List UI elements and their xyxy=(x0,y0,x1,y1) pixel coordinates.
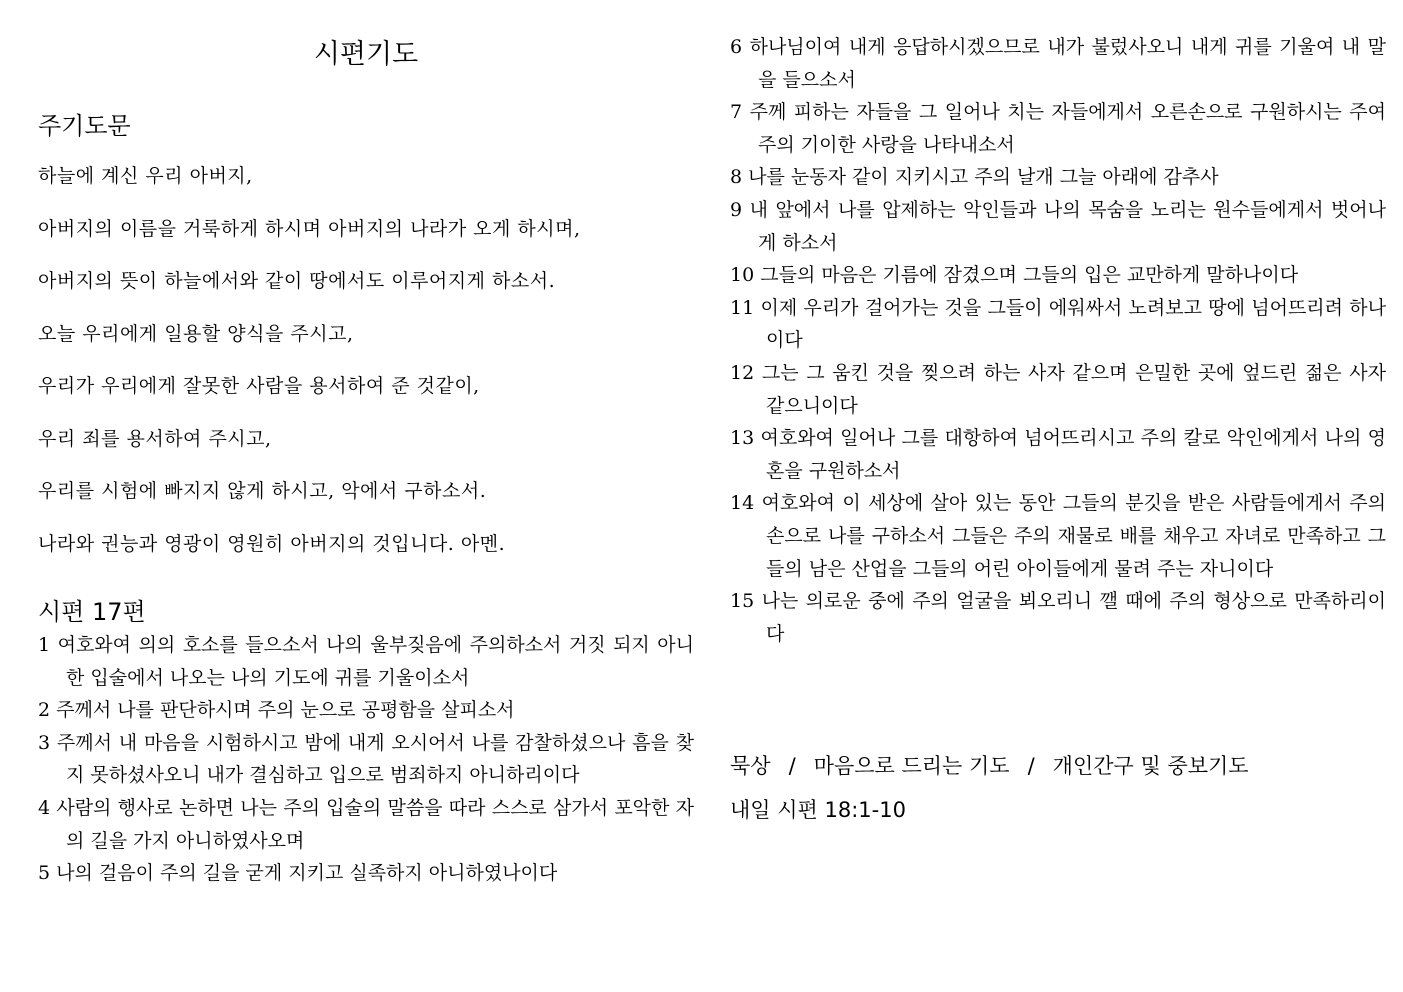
psalm-verse xyxy=(38,727,694,792)
verse-text: 여호와여 일어나 그를 대항하여 넘어뜨리시고 주의 칼로 악인에게서 나의 영혼을 구원하소서 xyxy=(760,427,1386,482)
verse-text: 하나님이여 내게 응답하시겠으므로 내가 불렀사오니 내게 귀를 기울여 내 말을 들으소서 xyxy=(749,36,1386,91)
verse-text: 여호와여 이 세상에 살아 있는 동안 그들의 분깃을 받은 사람들에게서 주의 손으로 나를 구하소서 그들은 주의 재물로 배를 채우고 자녀로 만족하고 그들의 남은 산업을 그들의 어린 아이들에게 물려 주는 자니이다 xyxy=(761,492,1386,580)
separator: / xyxy=(1027,754,1035,778)
page-title: 시편기도 xyxy=(313,39,419,70)
verse-number: 13 xyxy=(730,427,755,450)
psalm-verse xyxy=(730,194,1386,259)
prayer-line: 오늘 우리에게 일용할 양식을 주시고, xyxy=(38,322,354,345)
verse-text: 내 앞에서 나를 압제하는 악인들과 나의 목숨을 노리는 원수들에게서 벗어나게 하소서 xyxy=(749,198,1386,254)
verse-number: 2 xyxy=(38,699,51,722)
psalm-verse xyxy=(730,292,1386,357)
verse-text: 여호와여 의의 호소를 들으소서 나의 울부짖음에 주의하소서 거짓 되지 아니한 입술에서 나오는 나의 기도에 귀를 기울이소서 xyxy=(57,634,694,689)
psalm-verse xyxy=(730,96,1386,161)
verse-number: 9 xyxy=(730,198,743,221)
verse-text: 그는 그 움킨 것을 찢으려 하는 사자 같으며 은밀한 곳에 엎드린 젊은 사자 같으니이다 xyxy=(761,361,1386,417)
verse-text: 이제 우리가 걸어가는 것을 그들이 에워싸서 노려보고 땅에 넘어뜨리려 하나이다 xyxy=(760,296,1386,352)
psalm-verses-left xyxy=(38,629,694,890)
intercession-label: 개인간구 및 중보기도 xyxy=(1052,754,1249,778)
psalm-verse xyxy=(730,161,1386,194)
prayer-line: 우리 죄를 용서하여 주시고, xyxy=(38,427,272,450)
prayer-line: 아버지의 이름을 거룩하게 하시며 아버지의 나라가 오게 하시며, xyxy=(38,217,581,240)
lords-prayer-heading: 주기도문 xyxy=(38,112,131,140)
verse-number: 4 xyxy=(38,796,51,819)
psalm-verse xyxy=(38,694,694,727)
verse-number: 7 xyxy=(730,101,743,124)
psalm-verse xyxy=(38,857,694,890)
verse-text: 그들의 마음은 기름에 잠겼으며 그들의 입은 교만하게 말하나이다 xyxy=(760,264,1299,287)
prayer-line: 우리가 우리에게 잘못한 사람을 용서하여 준 것같이, xyxy=(38,375,480,397)
psalm-verse xyxy=(730,357,1386,422)
psalm-verse xyxy=(730,487,1386,585)
prayer-line: 나라와 권능과 영광이 영원히 아버지의 것입니다. 아멘. xyxy=(38,532,506,555)
verse-text: 주께서 내 마음을 시험하시고 밤에 내게 오시어서 나를 감찰하셨으나 흠을 찾지 못하셨사오니 내가 결심하고 입으로 범죄하지 아니하리이다 xyxy=(56,731,694,787)
verse-text: 나는 의로운 중에 주의 얼굴을 뵈오리니 깰 때에 주의 형상으로 만족하리이다 xyxy=(761,590,1386,645)
psalm-verse xyxy=(38,792,694,857)
verse-number: 10 xyxy=(730,264,755,287)
psalm-verse xyxy=(38,629,694,694)
verse-number: 15 xyxy=(730,590,755,613)
verse-number: 1 xyxy=(38,634,51,656)
prayer-line: 아버지의 뜻이 하늘에서와 같이 땅에서도 이루어지게 하소서. xyxy=(38,270,556,292)
prayer-line: 우리를 시험에 빠지지 않게 하시고, 악에서 구하소서. xyxy=(38,480,487,502)
psalm-verses-right xyxy=(730,31,1386,650)
psalm-verse xyxy=(730,31,1386,96)
meditation-label: 묵상 xyxy=(730,754,771,778)
heart-prayer-label: 마음으로 드리는 기도 xyxy=(813,754,1010,778)
verse-number: 3 xyxy=(38,731,51,754)
psalm-verse xyxy=(730,259,1386,292)
separator: / xyxy=(788,754,796,778)
verse-text: 주께 피하는 자들을 그 일어나 치는 자들에게서 오른손으로 구원하시는 주여 주의 기이한 사랑을 나타내소서 xyxy=(749,101,1386,156)
verse-number: 14 xyxy=(730,492,755,515)
psalm-verse xyxy=(730,422,1386,487)
closing-prayer-line xyxy=(730,750,1249,780)
verse-number: 8 xyxy=(730,166,743,189)
lords-prayer-text xyxy=(38,162,581,582)
verse-text: 나를 눈동자 같이 지키시고 주의 날개 그늘 아래에 감추사 xyxy=(748,166,1219,189)
verse-text: 나의 걸음이 주의 길을 굳게 지키고 실족하지 아니하였나이다 xyxy=(56,862,558,885)
tomorrow-reading: 내일 시편 18:1-10 xyxy=(730,798,906,822)
verse-number: 12 xyxy=(730,361,755,384)
psalm-heading: 시편 17편 xyxy=(38,598,146,626)
prayer-line: 하늘에 계신 우리 아버지, xyxy=(38,165,253,187)
verse-text: 주께서 나를 판단하시며 주의 눈으로 공평함을 살피소서 xyxy=(56,699,515,722)
verse-number: 6 xyxy=(730,36,743,58)
verse-number: 11 xyxy=(730,296,755,319)
psalm-verse xyxy=(730,585,1386,650)
verse-number: 5 xyxy=(38,862,51,885)
verse-text: 사람의 행사로 논하면 나는 주의 입술의 말씀을 따라 스스로 삼가서 포악한 자의 길을 가지 아니하였사오며 xyxy=(56,796,694,852)
